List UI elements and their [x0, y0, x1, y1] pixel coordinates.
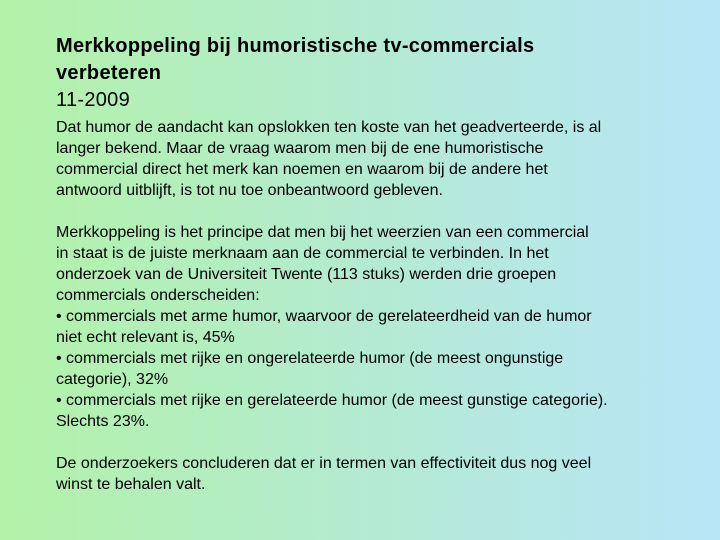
title-line: verbeteren [56, 62, 162, 84]
text-line: commercial direct het merk kan noemen en waarom bij de andere het [56, 161, 548, 178]
paragraph-intro [56, 117, 686, 201]
bullet-line: • commercials met rijke en gerelateerde humor (de meest gunstige categorie). [56, 392, 608, 409]
text-line: antwoord uitblijft, is tot nu toe onbeantwoord gebleven. [56, 182, 443, 199]
text-line: niet echt relevant is, 45% [56, 329, 235, 346]
text-line: De onderzoekers concluderen dat er in termen van effectiviteit dus nog veel [56, 455, 592, 472]
text-line: categorie), 32% [56, 371, 169, 388]
slide-title [56, 33, 686, 87]
text-line: langer bekend. Maar de vraag waarom men bij de ene humoristische [56, 140, 544, 157]
title-line: Merkkoppeling bij humoristische tv-commercials [56, 35, 535, 57]
date-label: 11-2009 [56, 89, 131, 111]
text-line: Merkkoppeling is het principe dat men bij het weerzien van een commercial [56, 224, 589, 241]
text-line: onderzoek van de Universiteit Twente (113 stuks) werden drie groepen [56, 266, 557, 283]
paragraph-spacer [56, 201, 686, 222]
slide-content [56, 33, 686, 495]
text-line: in staat is de juiste merknaam aan de commercial te verbinden. In het [56, 245, 549, 262]
text-line: winst te behalen valt. [56, 476, 206, 493]
bullet-line: • commercials met arme humor, waarvoor de gerelateerdheid van de humor [56, 308, 592, 325]
body-text [56, 117, 686, 495]
text-line: Slechts 23%. [56, 413, 150, 430]
paragraph-spacer [56, 432, 686, 453]
paragraph-method [56, 222, 686, 432]
paragraph-conclusion [56, 453, 686, 495]
text-line: commercials onderscheiden: [56, 287, 260, 304]
text-line: Dat humor de aandacht kan opslokken ten koste van het geadverteerde, is al [56, 119, 602, 136]
bullet-line: • commercials met rijke en ongerelateerde humor (de meest ongunstige [56, 350, 564, 367]
